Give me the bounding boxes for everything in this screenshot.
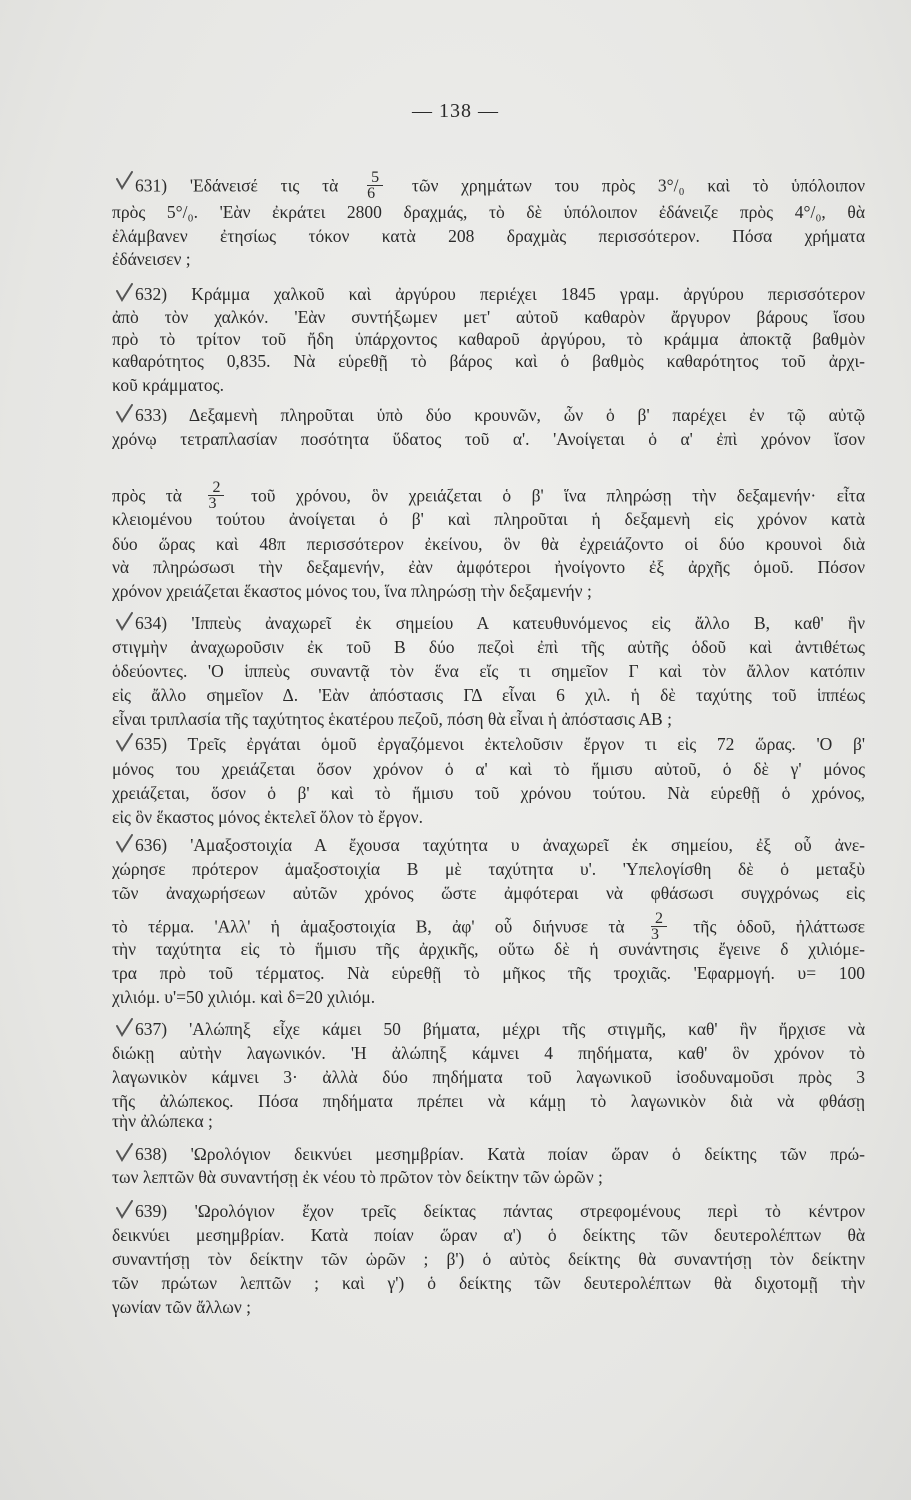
text-segment: των λεπτῶν θὰ συναντήσῃ ἐκ νέου τὸ πρῶτον τὸν δείκτην τῶν ὡρῶν ; [112,1167,603,1187]
text-line [112,202,865,222]
text-segment: πρὸς τὰ [112,485,203,506]
handwritten-check-mark-icon [114,170,134,190]
text-line [112,534,865,554]
text-segment: χρόνον χρειάζεται ἕκαστος μόνος του, ἵνα πληρώσῃ τὴν δεξαμενήν ; [112,581,592,601]
text-line [112,1167,865,1187]
handwritten-check-mark-icon [114,1199,134,1219]
text-segment: 635) Τρεῖς ἐργάται ὁμοῦ ἐργαζόμενοι ἐκτελοῦσιν ἔργον τι εἰς 72 ὥρας. 'Ο β' [135,734,865,754]
fraction-denominator: 3 [650,926,659,943]
text-segment: 637) 'Αλώπηξ εἶχε κάμει 50 βήματα, μέχρι τῆς στιγμῆς, καθ' ἣν ἤρχισε νὰ [135,1019,865,1039]
text-segment: χρειάζεται, ὅσον ὁ β' καὶ τὸ ἥμισυ τοῦ χρόνου τούτου. Νὰ εὑρεθῇ ὁ χρόνος, [112,783,865,803]
text-line [112,883,865,903]
text-line [112,709,865,729]
handwritten-check-mark-icon [114,1142,134,1162]
problem-632-first-line [135,284,865,304]
text-segment: χρόνῳ τετραπλασίαν ποσότητα ὕδατος τοῦ α'. 'Ανοίγεται ὁ α' ἐπὶ χρόνον ἴσον [112,429,865,449]
text-line [112,859,865,879]
text-segment: καθαρότητος 0,835. Νὰ εὑρεθῇ τὸ βάρος καὶ ὁ βαθμὸς καθαρότητος τοῦ ἀρχι- [112,351,865,371]
text-line [112,783,865,803]
fraction-numerator: 2 [208,480,224,496]
text-line [112,329,865,349]
text-segment: πρὸ τὸ τρίτον τοῦ ἤδη ὑπάρχοντος καθαροῦ ἀργύρου, τὸ κράμμα ἀποκτᾷ βαθμὸν [112,329,865,349]
text-line [112,987,865,1007]
text-line [112,509,865,529]
text-segment: τὴν ἀλώπεκα ; [112,1111,213,1131]
fraction-denominator: 3 [208,495,217,512]
text-segment: εἶναι τριπλασία τῆς ταχύτητος ἑκατέρου πεζοῦ, πόση θὰ εἶναι ἡ ἀπόστασις ΑΒ ; [112,709,672,729]
fraction-denominator: 6 [367,185,376,202]
text-line [112,759,865,779]
text-line [112,1111,865,1131]
text-segment: κλειομένου τούτου ἀνοίγεται ὁ β' καὶ πληροῦται ἡ δεξαμενὴ εἰς χρόνον κατὰ [112,509,865,529]
text-line [112,226,865,246]
problem-636-first-line [135,835,865,855]
text-segment: τῶν πρώτων λεπτῶν ; καὶ γ') ὁ δείκτης τῶν δευτερολέπτων θὰ διχοτομῇ τὴν [112,1273,865,1293]
text-line [112,557,865,577]
text-line [112,307,865,327]
text-segment: ἀπὸ τὸν χαλκόν. 'Εὰν συντήξωμεν μετ' αὐτοῦ καθαρὸν ἄργυρον βάρους ἴσου [112,307,865,327]
handwritten-check-mark-icon [114,732,134,752]
handwritten-check-mark-icon [114,833,134,853]
handwritten-check-mark-icon [114,611,134,631]
text-segment: τρα πρὸ τοῦ τέρματος. Νὰ εὑρεθῇ τὸ μῆκος τῆς τροχιᾶς. 'Εφαρμογή. υ= 100 [112,963,865,983]
fraction [651,911,667,942]
text-segment: 639) 'Ωρολόγιον ἔχον τρεῖς δείκτας πάντας στρεφομένους περὶ τὸ κέντρον [135,1201,865,1221]
text-line [112,351,865,371]
text-line [112,637,865,657]
text-line [112,1067,865,1087]
text-segment: γωνίαν τῶν ἄλλων ; [112,1297,251,1317]
problem-639-first-line [135,1201,865,1221]
page-number: — 138 — [412,100,499,122]
text-line [112,1249,865,1269]
text-line [112,1297,865,1317]
problem-631-first-line [135,169,865,203]
handwritten-check-mark-icon [114,282,134,302]
text-segment: 636) 'Αμαξοστοιχία Α ἔχουσα ταχύτητα υ ἀναχωρεῖ ἐκ σημείου, ἐξ οὗ ἀνε- [135,835,865,855]
text-line [112,581,865,601]
text-line [112,429,865,449]
text-segment: πρὸς 5°/₀. 'Εὰν ἐκράτει 2800 δραχμάς, τὸ δὲ ὑπόλοιπον ἐδάνειζε πρὸς 4°/₀, θὰ [112,202,865,222]
text-segment: τὸ τέρμα. 'Αλλ' ἡ ἁμαξοστοιχία Β, ἀφ' οὗ διήνυσε τὰ [112,916,645,937]
text-segment: ὁδεύοντες. 'Ο ἱππεὺς συναντᾷ τὸν ἕνα εἴς τι σημεῖον Γ καὶ τὸν ἄλλον κατόπιν [112,661,865,681]
text-segment: τῆς ἀλώπεκος. Πόσα πηδήματα πρέπει νὰ κάμῃ τὸ λαγωνικὸν διὰ νὰ φθάσῃ [112,1091,865,1111]
text-line [112,661,865,681]
text-segment: δύο ὥρας καὶ 48π περισσότερον ἐκείνου, ὃν θὰ ἐχρειάζοντο οἱ δύο κρουνοὶ διὰ [112,534,865,554]
text-segment: ἐλάμβανεν ἐτησίως τόκον κατὰ 208 δραχμὰς περισσότερον. Πόσα χρήματα [112,226,865,246]
text-line [112,685,865,705]
text-segment: κοῦ κράμματος. [112,375,224,395]
text-line [112,1043,865,1063]
text-segment: 632) Κράμμα χαλκοῦ καὶ ἀργύρου περιέχει 1845 γραμ. ἀργύρου περισσότερον [135,284,865,304]
text-segment: χιλιόμ. υ'=50 χιλιόμ. καὶ δ=20 χιλιόμ. [112,987,376,1007]
text-segment: στιγμὴν ἀναχωροῦσιν ἐκ τοῦ Β δύο πεζοὶ ἐπὶ τῆς αὐτῆς ὁδοῦ καὶ ἀντιθέτως [112,637,865,657]
text-segment: 631) 'Εδάνεισέ τις τὰ [135,175,362,196]
problem-633-first-line [135,405,865,425]
text-segment: 633) Δεξαμενὴ πληροῦται ὑπὸ δύο κρουνῶν, ὧν ὁ β' παρέχει ἐν τῷ αὐτῷ [135,405,865,425]
text-segment: εἰς ὃν ἕκαστος μόνος ἐκτελεῖ ὅλον τὸ ἔργον. [112,807,423,827]
text-segment: ἐδάνεισεν ; [112,249,191,269]
text-line [112,963,865,983]
text-line [112,807,865,827]
fraction [208,480,224,511]
handwritten-check-mark-icon [114,403,134,423]
text-segment: συναντήσῃ τὸν δείκτην τῶν ὡρῶν ; β') ὁ αὐτὸς δείκτης θὰ συναντήσῃ τὸν δείκτην [112,1249,865,1269]
text-line [112,1091,865,1111]
fraction-numerator: 5 [367,170,383,186]
handwritten-check-mark-icon [114,1017,134,1037]
fraction [367,170,383,201]
text-segment: 634) 'Ιππεὺς ἀναχωρεῖ ἐκ σημείου Α κατευθυνόμενος εἰς ἄλλο Β, καθ' ἣν [135,613,865,633]
text-segment: τῶν ἀναχωρήσεων αὐτῶν χρόνος ὥστε ἀμφότεραι νὰ φθάσωσι συγχρόνως εἰς [112,883,865,903]
text-line [112,249,865,269]
text-segment: 638) 'Ωρολόγιον δεικνύει μεσημβρίαν. Κατὰ ποίαν ὥραν ὁ δείκτης τῶν πρώ- [135,1144,865,1164]
text-line [112,375,865,395]
problem-634-first-line [135,613,865,633]
problem-638-first-line [135,1144,865,1164]
text-line [112,939,865,959]
text-line [112,1273,865,1293]
text-segment: τῶν χρημάτων του πρὸς 3°/₀ καὶ τὸ ὑπόλοιπον [389,175,865,196]
problem-637-first-line [135,1019,865,1039]
text-segment: λαγωνικὸν κάμνει 3· ἀλλὰ δύο πηδήματα τοῦ λαγωνικοῦ ἰσοδυναμοῦσι πρὸς 3 [112,1067,865,1087]
fraction-numerator: 2 [651,911,667,927]
text-segment: μόνος του χρειάζεται ὅσον χρόνον ὁ α' καὶ τὸ ἥμισυ αὐτοῦ, ὁ δὲ γ' μόνος [112,759,865,779]
text-segment: νὰ πληρώσωσι τὴν δεξαμενήν, ἐὰν ἀμφότεροι ἠνοίγοντο ἐξ ἀρχῆς ὁμοῦ. Πόσον [112,557,865,577]
text-segment: τὴν ταχύτητα εἰς τὸ ἥμισυ τῆς ἀρχικῆς, οὕτω δὲ ἡ συνάντησις ἔγεινε δ χιλιόμε- [112,939,865,959]
problem-635-first-line [135,734,865,754]
text-segment: εἰς ἄλλο σημεῖον Δ. 'Εὰν ἀπόστασις ΓΔ εἶναι 6 χιλ. ἡ δὲ ταχύτης τοῦ ἱππέως [112,685,865,705]
text-segment: δεικνύει μεσημβρίαν. Κατὰ ποίαν ὥραν α') ὁ δείκτης τῶν δευτερολέπτων θὰ [112,1225,865,1245]
text-segment: τοῦ χρόνου, ὃν χρειάζεται ὁ β' ἵνα πληρώσῃ τὴν δεξαμενήν· εἶτα [230,485,865,506]
text-segment: διώκῃ αὐτὴν λαγωνικόν. 'Η ἀλώπηξ κάμνει 4 πηδήματα, καθ' ὃν χρόνον τὸ [112,1043,865,1063]
text-line [112,1225,865,1245]
text-segment: τῆς ὁδοῦ, ἠλάττωσε [672,916,865,937]
text-segment: χώρησε πρότερον ἁμαξοστοιχία Β μὲ ταχύτητα υ'. 'Υπελογίσθη δὲ ὁ μεταξὺ [112,859,865,879]
